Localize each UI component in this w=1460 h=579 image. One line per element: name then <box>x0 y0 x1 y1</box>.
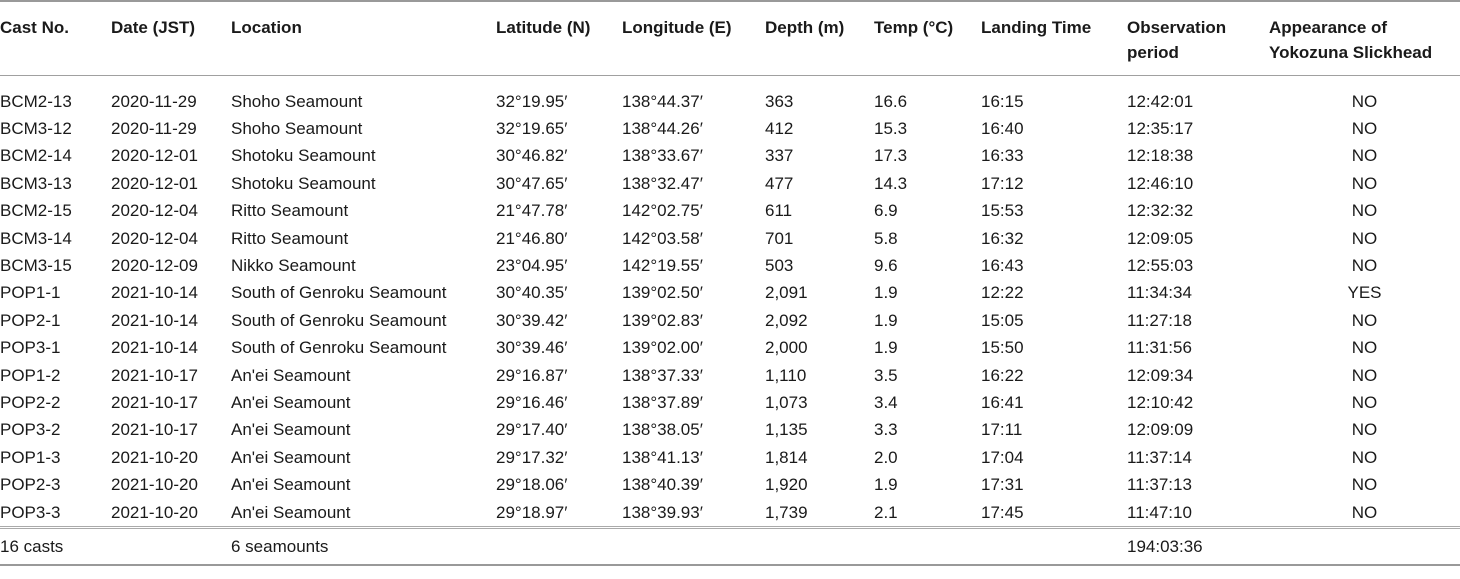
cell-temp: 1.9 <box>874 283 898 303</box>
col-cast-no: Cast No. <box>0 2 111 75</box>
cell-longitude: 139°02.00′ <box>622 338 703 358</box>
cell-location: South of Genroku Seamount <box>231 338 447 358</box>
cell-latitude: 29°18.97′ <box>496 502 568 522</box>
cell-cast-no: POP1-3 <box>0 447 61 467</box>
cell-landing-time: 15:05 <box>981 310 1024 330</box>
cell-temp: 3.4 <box>874 392 898 412</box>
cell-appearance: NO <box>1351 118 1378 138</box>
cell-date: 2020-12-04 <box>111 201 198 221</box>
cell-depth: 2,092 <box>765 310 808 330</box>
cell-temp: 16.6 <box>874 91 908 111</box>
table-row <box>0 334 1460 361</box>
cell-location: Shotoku Seamount <box>231 146 376 166</box>
cell-date: 2021-10-17 <box>111 392 198 412</box>
summary-seamounts: 6 seamounts <box>231 529 1127 565</box>
summary-total-period: 194:03:36 <box>1127 529 1460 565</box>
cell-temp: 2.1 <box>874 502 898 522</box>
cell-observation-period: 11:47:10 <box>1127 502 1192 522</box>
table-row <box>0 389 1460 416</box>
cell-date: 2020-12-01 <box>111 173 198 193</box>
cell-landing-time: 17:31 <box>981 475 1024 495</box>
cell-observation-period: 11:27:18 <box>1127 310 1192 330</box>
cell-location: An'ei Seamount <box>231 365 351 385</box>
cell-latitude: 29°16.87′ <box>496 365 568 385</box>
cell-observation-period: 11:31:56 <box>1127 338 1192 358</box>
table-row <box>0 115 1460 142</box>
cell-observation-period: 12:35:17 <box>1127 118 1194 138</box>
cell-cast-no: BCM2-14 <box>0 146 72 166</box>
col-location: Location <box>231 2 496 75</box>
table-row <box>0 499 1460 528</box>
cell-date: 2021-10-20 <box>111 502 198 522</box>
cell-latitude: 30°40.35′ <box>496 283 568 303</box>
cell-depth: 2,000 <box>765 338 808 358</box>
cell-latitude: 29°18.06′ <box>496 475 568 495</box>
cell-latitude: 21°47.78′ <box>496 201 568 221</box>
col-latitude: Latitude (N) <box>496 2 622 75</box>
cell-landing-time: 17:12 <box>981 173 1024 193</box>
cell-date: 2021-10-20 <box>111 447 198 467</box>
cell-landing-time: 16:40 <box>981 118 1024 138</box>
cell-longitude: 142°19.55′ <box>622 255 703 275</box>
cell-temp: 14.3 <box>874 173 908 193</box>
col-longitude: Longitude (E) <box>622 2 765 75</box>
cell-longitude: 138°39.93′ <box>622 502 703 522</box>
header-row <box>0 2 1460 75</box>
cell-observation-period: 11:37:13 <box>1127 475 1192 495</box>
cell-longitude: 139°02.50′ <box>622 283 703 303</box>
table-row <box>0 416 1460 443</box>
cell-latitude: 32°19.95′ <box>496 91 568 111</box>
cell-depth: 477 <box>765 173 794 193</box>
cell-observation-period: 12:18:38 <box>1127 146 1194 166</box>
cell-location: An'ei Seamount <box>231 392 351 412</box>
cell-location: Ritto Seamount <box>231 228 349 248</box>
cell-latitude: 30°39.46′ <box>496 338 568 358</box>
cell-temp: 15.3 <box>874 118 908 138</box>
cell-temp: 1.9 <box>874 310 898 330</box>
cell-latitude: 21°46.80′ <box>496 228 568 248</box>
cell-location: Ritto Seamount <box>231 201 349 221</box>
table-row <box>0 252 1460 279</box>
cell-appearance: NO <box>1351 475 1378 495</box>
cell-location: Nikko Seamount <box>231 255 356 275</box>
table-row <box>0 142 1460 169</box>
col-temp: Temp (°C) <box>874 2 981 75</box>
cell-landing-time: 16:41 <box>981 392 1024 412</box>
cell-temp: 2.0 <box>874 447 898 467</box>
cell-longitude: 139°02.83′ <box>622 310 703 330</box>
cell-latitude: 29°17.32′ <box>496 447 568 467</box>
cell-appearance: NO <box>1351 146 1378 166</box>
cell-longitude: 138°41.13′ <box>622 447 703 467</box>
cell-longitude: 138°44.37′ <box>622 91 703 111</box>
cell-cast-no: BCM2-13 <box>0 91 72 111</box>
cell-depth: 412 <box>765 118 794 138</box>
cell-longitude: 138°44.26′ <box>622 118 703 138</box>
col-landing-time: Landing Time <box>981 2 1127 75</box>
cell-landing-time: 16:22 <box>981 365 1024 385</box>
cell-date: 2021-10-17 <box>111 420 198 440</box>
cell-cast-no: BCM3-13 <box>0 173 72 193</box>
cell-observation-period: 12:46:10 <box>1127 173 1194 193</box>
cell-latitude: 30°46.82′ <box>496 146 568 166</box>
cell-location: An'ei Seamount <box>231 475 351 495</box>
cell-cast-no: POP1-2 <box>0 365 61 385</box>
cell-cast-no: POP3-1 <box>0 338 61 358</box>
cell-appearance: NO <box>1351 228 1378 248</box>
cell-location: South of Genroku Seamount <box>231 310 447 330</box>
cell-appearance: NO <box>1351 255 1378 275</box>
cell-landing-time: 16:32 <box>981 228 1024 248</box>
cell-depth: 337 <box>765 146 794 166</box>
cell-longitude: 138°32.47′ <box>622 173 703 193</box>
table-body <box>0 75 1460 528</box>
table-row <box>0 170 1460 197</box>
cell-date: 2020-12-09 <box>111 255 198 275</box>
cell-depth: 503 <box>765 255 794 275</box>
cell-cast-no: POP2-2 <box>0 392 61 412</box>
cell-location: South of Genroku Seamount <box>231 283 447 303</box>
cell-location: Shoho Seamount <box>231 91 363 111</box>
table-row <box>0 362 1460 389</box>
cell-observation-period: 12:09:09 <box>1127 420 1194 440</box>
cell-cast-no: POP1-1 <box>0 283 61 303</box>
cell-landing-time: 17:04 <box>981 447 1024 467</box>
cell-depth: 1,739 <box>765 502 808 522</box>
cell-longitude: 142°03.58′ <box>622 228 703 248</box>
col-depth: Depth (m) <box>765 2 874 75</box>
cell-latitude: 29°16.46′ <box>496 392 568 412</box>
cell-landing-time: 16:33 <box>981 146 1024 166</box>
cell-depth: 1,135 <box>765 420 808 440</box>
cell-appearance: NO <box>1351 392 1378 412</box>
cell-appearance: NO <box>1351 365 1378 385</box>
cell-landing-time: 15:53 <box>981 201 1024 221</box>
cell-date: 2020-12-01 <box>111 146 198 166</box>
summary-row <box>0 529 1460 565</box>
cell-appearance: NO <box>1351 173 1378 193</box>
cell-temp: 17.3 <box>874 146 908 166</box>
cell-observation-period: 12:10:42 <box>1127 392 1194 412</box>
table-row <box>0 279 1460 306</box>
cell-temp: 1.9 <box>874 475 898 495</box>
cell-depth: 701 <box>765 228 794 248</box>
cell-landing-time: 16:15 <box>981 91 1024 111</box>
cell-date: 2020-11-29 <box>111 91 197 111</box>
cell-landing-time: 12:22 <box>981 283 1024 303</box>
table-row <box>0 225 1460 252</box>
cell-temp: 3.5 <box>874 365 898 385</box>
cell-longitude: 138°33.67′ <box>622 146 703 166</box>
cell-landing-time: 15:50 <box>981 338 1024 358</box>
cell-appearance: YES <box>1347 283 1382 303</box>
cell-location: Shotoku Seamount <box>231 173 376 193</box>
cell-temp: 6.9 <box>874 201 898 221</box>
cell-appearance: NO <box>1351 310 1378 330</box>
cell-observation-period: 12:32:32 <box>1127 201 1194 221</box>
cell-landing-time: 17:11 <box>981 420 1023 440</box>
cell-cast-no: BCM3-12 <box>0 118 72 138</box>
cell-observation-period: 11:37:14 <box>1127 447 1192 467</box>
table-row <box>0 88 1460 115</box>
cell-observation-period: 12:42:01 <box>1127 91 1194 111</box>
cell-date: 2021-10-14 <box>111 310 198 330</box>
col-observation-period: Observation period <box>1127 2 1269 75</box>
cell-appearance: NO <box>1351 420 1378 440</box>
cell-latitude: 30°39.42′ <box>496 310 568 330</box>
cell-temp: 9.6 <box>874 255 898 275</box>
cell-date: 2021-10-14 <box>111 283 198 303</box>
table-row <box>0 197 1460 224</box>
cell-depth: 1,073 <box>765 392 808 412</box>
cell-date: 2021-10-14 <box>111 338 198 358</box>
col-appearance: Appearance of Yokozuna Slickhead <box>1269 2 1460 75</box>
cell-cast-no: BCM3-14 <box>0 228 72 248</box>
cell-latitude: 23°04.95′ <box>496 255 568 275</box>
cell-location: An'ei Seamount <box>231 420 351 440</box>
summary-casts: 16 casts <box>0 529 231 565</box>
cell-location: An'ei Seamount <box>231 502 351 522</box>
cell-location: Shoho Seamount <box>231 118 363 138</box>
cell-cast-no: POP2-3 <box>0 475 61 495</box>
cell-depth: 2,091 <box>765 283 808 303</box>
table-row <box>0 444 1460 471</box>
cell-temp: 3.3 <box>874 420 898 440</box>
cell-appearance: NO <box>1351 91 1378 111</box>
cell-temp: 1.9 <box>874 338 898 358</box>
cell-date: 2021-10-17 <box>111 365 198 385</box>
table-row <box>0 307 1460 334</box>
cell-landing-time: 17:45 <box>981 502 1024 522</box>
cell-longitude: 138°37.89′ <box>622 392 703 412</box>
cell-latitude: 32°19.65′ <box>496 118 568 138</box>
cell-longitude: 138°40.39′ <box>622 475 703 495</box>
cell-date: 2020-12-04 <box>111 228 198 248</box>
cell-location: An'ei Seamount <box>231 447 351 467</box>
cell-appearance: NO <box>1351 447 1378 467</box>
cell-longitude: 142°02.75′ <box>622 201 703 221</box>
table-row <box>0 471 1460 498</box>
cell-date: 2020-11-29 <box>111 118 197 138</box>
cell-depth: 1,920 <box>765 475 808 495</box>
cell-landing-time: 16:43 <box>981 255 1024 275</box>
cell-depth: 1,814 <box>765 447 808 467</box>
cell-observation-period: 12:55:03 <box>1127 255 1194 275</box>
cell-temp: 5.8 <box>874 228 898 248</box>
cell-cast-no: BCM2-15 <box>0 201 72 221</box>
cell-longitude: 138°38.05′ <box>622 420 703 440</box>
cell-depth: 363 <box>765 91 794 111</box>
cell-date: 2021-10-20 <box>111 475 198 495</box>
cell-cast-no: BCM3-15 <box>0 255 72 275</box>
cell-cast-no: POP3-2 <box>0 420 61 440</box>
cell-cast-no: POP2-1 <box>0 310 61 330</box>
cell-depth: 1,110 <box>765 365 807 385</box>
cell-latitude: 29°17.40′ <box>496 420 568 440</box>
col-date: Date (JST) <box>111 2 231 75</box>
cell-appearance: NO <box>1351 201 1378 221</box>
cell-cast-no: POP3-3 <box>0 502 61 522</box>
cell-observation-period: 12:09:34 <box>1127 365 1194 385</box>
cell-longitude: 138°37.33′ <box>622 365 703 385</box>
cell-latitude: 30°47.65′ <box>496 173 568 193</box>
cell-observation-period: 11:34:34 <box>1127 283 1192 303</box>
cell-appearance: NO <box>1351 502 1378 522</box>
cell-depth: 611 <box>765 201 793 221</box>
cell-appearance: NO <box>1351 338 1378 358</box>
cell-observation-period: 12:09:05 <box>1127 228 1194 248</box>
